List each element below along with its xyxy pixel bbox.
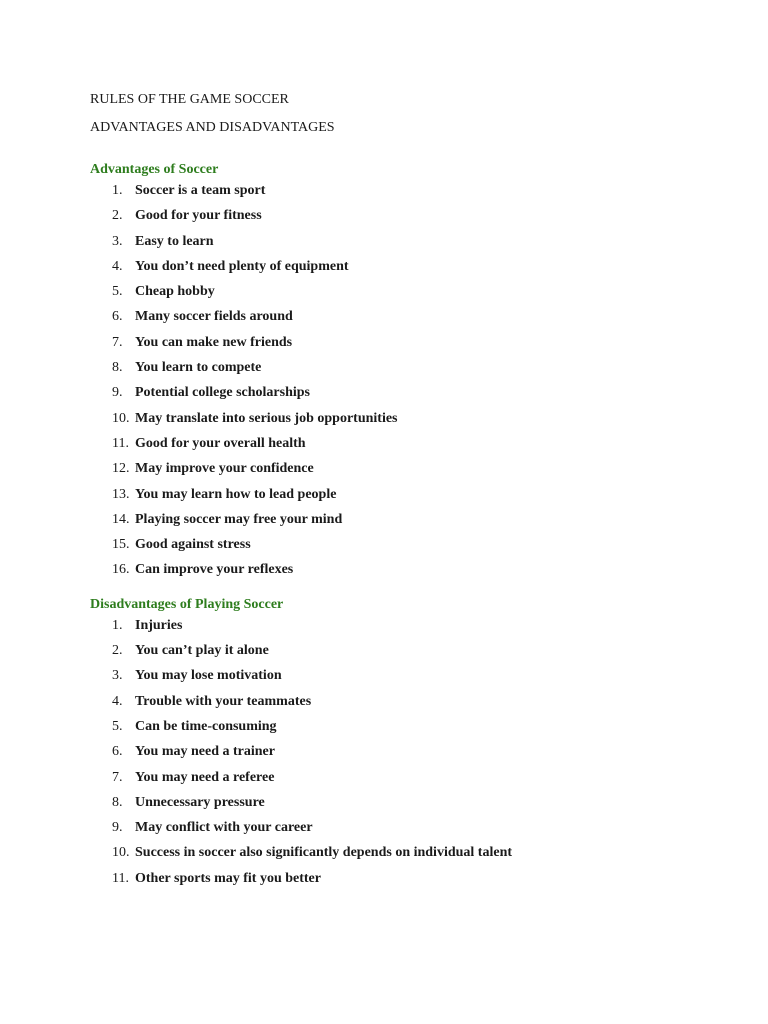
list-item	[90, 613, 730, 638]
list-item-text: Good against stress	[135, 537, 251, 553]
list-item	[90, 380, 730, 405]
list-item-text: Many soccer fields around	[135, 309, 293, 325]
list-item-text: Injuries	[135, 617, 183, 633]
list-item	[90, 229, 730, 254]
list-item-text: Trouble with your teammates	[135, 693, 312, 709]
list-item-number: 1.	[112, 617, 123, 633]
list-item-text: You learn to compete	[135, 360, 262, 376]
list-item-number: 4.	[112, 258, 123, 274]
list-item-text: Cheap hobby	[135, 284, 215, 300]
list-item	[90, 456, 730, 481]
list-item-text: May conflict with your career	[135, 820, 313, 836]
list-item	[90, 739, 730, 764]
advantages-list	[90, 178, 730, 583]
list-item-text: May translate into serious job opportunities	[135, 410, 398, 426]
list-item	[90, 840, 730, 865]
list-item-number: 4.	[112, 693, 123, 709]
document-page	[90, 92, 730, 891]
list-item-number: 13.	[112, 486, 130, 502]
list-item	[90, 790, 730, 815]
list-item	[90, 815, 730, 840]
list-item	[90, 765, 730, 790]
list-item-number: 9.	[112, 385, 123, 401]
list-item-number: 7.	[112, 769, 123, 785]
document-subtitle: ADVANTAGES AND DISADVANTAGES	[90, 120, 335, 135]
list-item-text: Good for your overall health	[135, 435, 306, 451]
list-item	[90, 178, 730, 203]
list-item-number: 11.	[112, 435, 129, 451]
list-item-text: Good for your fitness	[135, 208, 262, 224]
list-item-text: Soccer is a team sport	[135, 183, 266, 198]
list-item-text: You may learn how to lead people	[135, 486, 337, 502]
list-item	[90, 532, 730, 557]
list-item	[90, 203, 730, 228]
list-item	[90, 482, 730, 507]
list-item-text: Playing soccer may free your mind	[135, 511, 343, 527]
list-item-number: 6.	[112, 309, 123, 325]
list-item-text: You can’t play it alone	[135, 643, 269, 659]
list-item	[90, 866, 730, 891]
list-item-text: Success in soccer also significantly depends on individual talent	[135, 845, 513, 861]
list-item-text: You may need a trainer	[135, 744, 275, 760]
list-item	[90, 254, 730, 279]
list-item-number: 14.	[112, 511, 130, 527]
list-item-number: 3.	[112, 233, 123, 249]
list-item-number: 2.	[112, 643, 123, 659]
list-item-number: 5.	[112, 718, 123, 734]
list-item-number: 3.	[112, 668, 123, 684]
list-item-text: May improve your confidence	[135, 461, 314, 477]
list-item	[90, 406, 730, 431]
list-item	[90, 638, 730, 663]
list-item-text: You may need a referee	[135, 769, 275, 785]
list-item-text: Other sports may fit you better	[135, 870, 321, 886]
list-item	[90, 279, 730, 304]
list-item-text: Can be time-consuming	[135, 718, 277, 734]
list-item	[90, 557, 730, 582]
list-item-text: You may lose motivation	[135, 668, 282, 684]
list-item	[90, 431, 730, 456]
list-item-number: 8.	[112, 794, 123, 810]
list-item-number: 10.	[112, 845, 130, 861]
list-item-number: 1.	[112, 183, 123, 198]
list-item-number: 5.	[112, 284, 123, 300]
list-item-number: 8.	[112, 360, 123, 376]
list-item-number: 12.	[112, 461, 130, 477]
list-item	[90, 355, 730, 380]
list-item-text: You can make new friends	[135, 334, 293, 350]
disadvantages-heading: Disadvantages of Playing Soccer	[90, 596, 284, 612]
list-item	[90, 330, 730, 355]
advantages-heading: Advantages of Soccer	[90, 162, 219, 177]
list-item-number: 6.	[112, 744, 123, 760]
list-item-number: 10.	[112, 410, 130, 426]
list-item	[90, 304, 730, 329]
document-title: RULES OF THE GAME SOCCER	[90, 92, 289, 107]
list-item	[90, 507, 730, 532]
list-item-number: 11.	[112, 870, 129, 886]
list-item-number: 7.	[112, 334, 123, 350]
list-item-number: 2.	[112, 208, 123, 224]
list-item-text: Easy to learn	[135, 233, 214, 249]
list-item	[90, 714, 730, 739]
list-item-text: You don’t need plenty of equipment	[135, 258, 349, 274]
disadvantages-list	[90, 613, 730, 891]
list-item-text: Potential college scholarships	[135, 385, 310, 401]
list-item-text: Can improve your reflexes	[135, 562, 294, 578]
list-item-number: 16.	[112, 562, 130, 578]
list-item-number: 9.	[112, 820, 123, 836]
list-item	[90, 663, 730, 688]
list-item	[90, 689, 730, 714]
list-item-text: Unnecessary pressure	[135, 794, 265, 810]
list-item-number: 15.	[112, 537, 130, 553]
